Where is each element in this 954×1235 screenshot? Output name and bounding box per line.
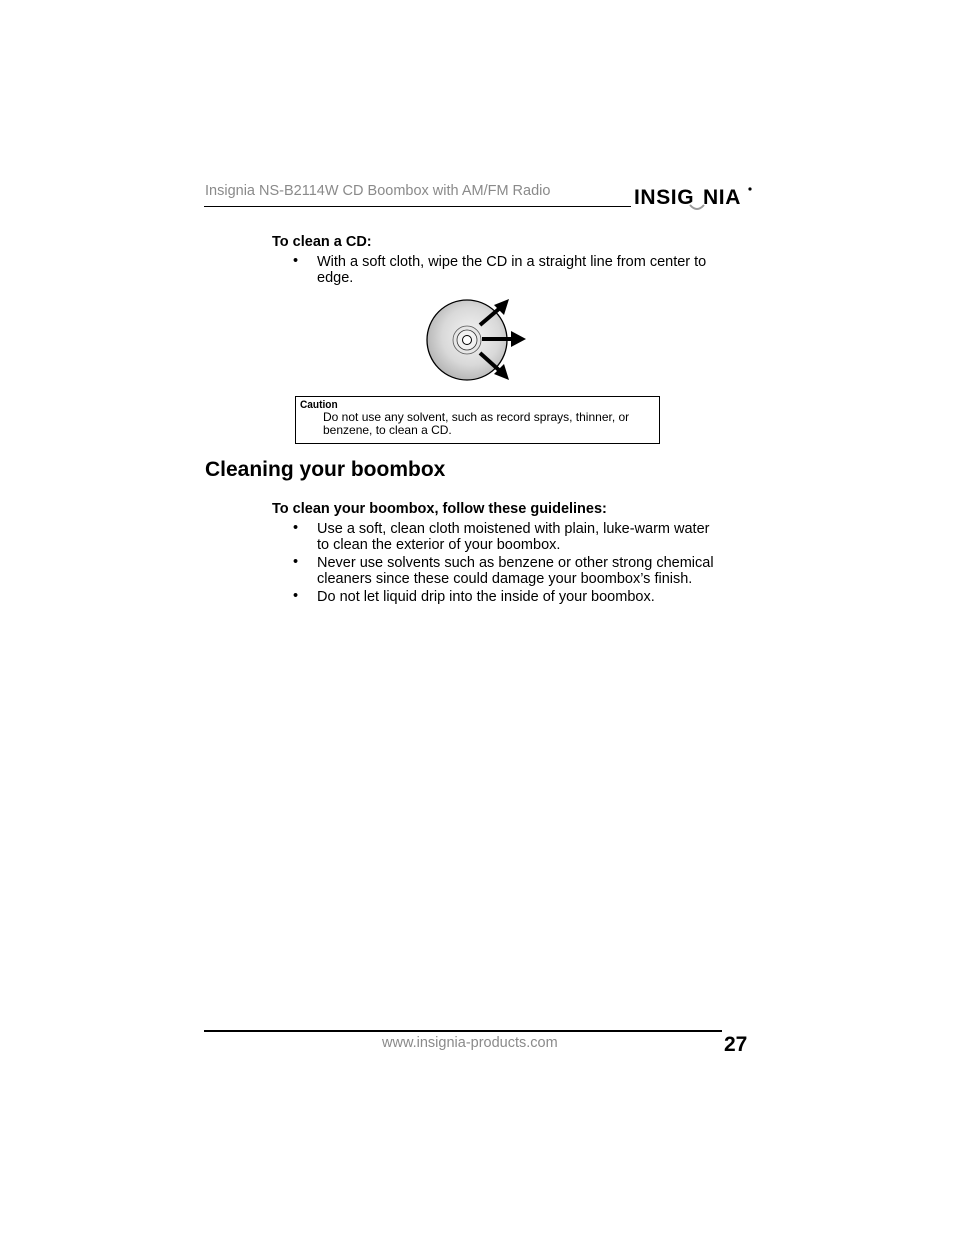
svg-text:NIA: NIA [703, 186, 741, 209]
boombox-bullet-1-line2: to clean the exterior of your boombox. [317, 537, 561, 553]
footer-divider [204, 1030, 722, 1032]
header-divider [204, 206, 631, 207]
boombox-bullet-1-line1: Use a soft, clean cloth moistened with plain, luke-warm water [317, 521, 710, 537]
bullet-mark: • [293, 520, 299, 536]
boombox-bullet-3-line1: Do not let liquid drip into the inside of your boombox. [317, 589, 655, 605]
bullet-mark: • [293, 554, 299, 570]
bullet-mark: • [293, 253, 299, 269]
caution-text [323, 411, 653, 437]
clean-cd-bullet-line1: With a soft cloth, wipe the CD in a straight line from center to [317, 254, 707, 270]
running-header-title: Insignia NS-B2114W CD Boombox with AM/FM Radio [205, 183, 551, 199]
insignia-logo [633, 181, 755, 213]
caution-text-line1: Do not use any solvent, such as record sprays, thinner, or [323, 410, 630, 424]
boombox-bullet-2-line2: cleaners since these could damage your boombox’s finish. [317, 571, 693, 587]
caution-text-line2: benzene, to clean a CD. [323, 423, 452, 437]
caution-label: Caution [300, 399, 338, 411]
clean-boombox-heading: To clean your boombox, follow these guidelines: [272, 501, 607, 517]
clean-cd-bullet-line2: edge. [317, 270, 354, 286]
svg-text:INSIG: INSIG [634, 186, 695, 209]
page-number: 27 [724, 1033, 748, 1056]
insignia-logo-graphic [633, 181, 755, 213]
clean-cd-heading: To clean a CD: [272, 234, 372, 250]
boombox-bullet-2-line1: Never use solvents such as benzene or other strong chemical [317, 555, 714, 571]
cd-wipe-direction-icon [420, 295, 532, 385]
bullet-mark: • [293, 588, 299, 604]
section-title: Cleaning your boombox [205, 458, 446, 481]
footer-url: www.insignia-products.com [382, 1035, 558, 1051]
